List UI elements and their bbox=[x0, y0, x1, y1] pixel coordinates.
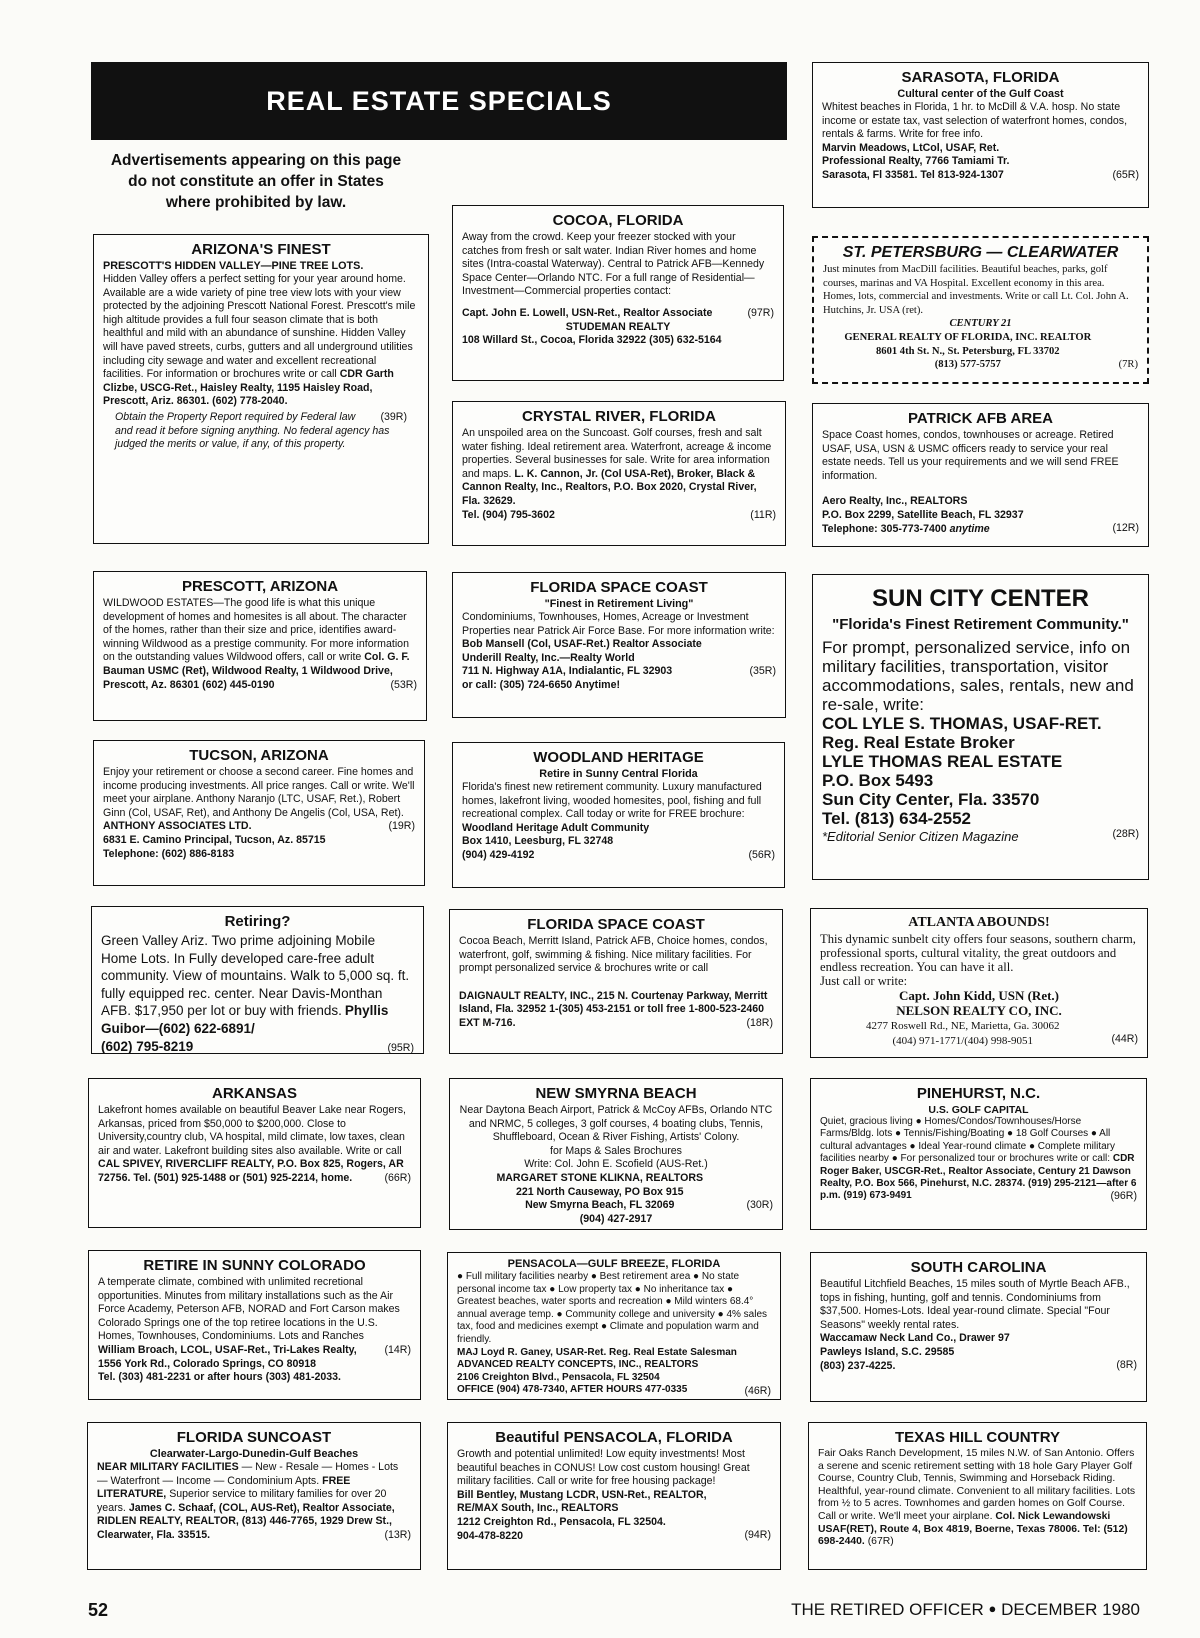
ad-body: For prompt, personalized service, info on military facilities, transportation, visitor accommodations, sales, rentals, new and re-sale, write: bbox=[822, 638, 1134, 714]
ad-contact: Aero Realty, Inc., REALTORS P.O. Box 2299, Satellite Beach, FL 32937 Telephone: 305-773-7400 bbox=[822, 495, 1024, 535]
ad-code: (35R) bbox=[749, 665, 776, 678]
ad-colorado bbox=[88, 1250, 421, 1400]
ad-arkansas bbox=[88, 1078, 421, 1228]
ad-code: (53R) bbox=[390, 678, 417, 691]
ad-contact: DAIGNAULT REALTY, INC., 215 N. Courtenay Parkway, Merritt Island, Fla. 32952 1-(305) 453-2151 or toll free 1-800-523-2460 EXT M-716. bbox=[459, 989, 768, 1029]
ad-title: FLORIDA SPACE COAST bbox=[527, 916, 705, 933]
ad-code: (65R) bbox=[1112, 168, 1139, 181]
ad-contact: Col. Nick Lewandowski USAF(RET), Route 4, Box 4819, Boerne, Texas 78006. Tel: (512) 698-2440. bbox=[818, 1510, 1128, 1548]
banner-title: REAL ESTATE SPECIALS bbox=[266, 85, 612, 116]
ad-contact: Phyllis Guibor—(602) 622-6891/ (602) 795-8219 bbox=[101, 1003, 389, 1054]
ad-pinehurst bbox=[810, 1078, 1147, 1230]
ad-subtitle: Retire in Sunny Central Florida bbox=[539, 768, 698, 780]
ad-title: TEXAS HILL COUNTRY bbox=[894, 1429, 1060, 1446]
ad-new-smyrna-beach bbox=[449, 1078, 783, 1230]
ad-contact-address: 108 Willard St., Cocoa, Florida 32922 (305) 632-5164 bbox=[462, 334, 722, 347]
ad-body: Fair Oaks Ranch Development, 15 miles N.W. of San Antonio. Offers a serene and scenic retirement setting with 18 hole Gary Player Golf Course, Country Club, Tennis, Swimming and Horseback Riding. Healthful, year-round climate. Convenient to all military facilities. Lots from ½ to 5 acres. Townhomes and garden homes on Golf Course. Call or write. We'll meet your airplane. bbox=[818, 1448, 1136, 1522]
ad-contact: Capt. John Kidd, USN (Ret.) NELSON REALTY CO, INC. bbox=[896, 988, 1062, 1018]
ad-title: ATLANTA ABOUNDS! bbox=[908, 915, 1050, 930]
page-banner bbox=[91, 62, 787, 140]
ad-body: Growth and potential unlimited! Low equity investments! Most beautiful beaches in CONUS! Low cost custom housing! Great military facilities. Call or write for free housing package! bbox=[457, 1448, 750, 1488]
ad-title: WOODLAND HERITAGE bbox=[533, 749, 704, 766]
ad-body: Near Daytona Beach Airport, Patrick & McCoy AFBs, Orlando NTC and NRMC, 5 colleges, 3 golf courses, 4 boating clubs, Tennis, Shuffleboard, Ocean & River Fishing, Artists' Colony. for Maps & Sales Brochures Write: Col. John E. Scofield (AUS-Ret.) bbox=[459, 1104, 773, 1171]
ad-subtitle: Clearwater-Largo-Dunedin-Gulf Beaches bbox=[149, 1448, 359, 1460]
publication-footer bbox=[740, 1600, 1140, 1620]
ad-texas-hill-country bbox=[808, 1422, 1147, 1570]
ad-contact: CDR Garth Clizbe, USCG-Ret., Haisley Realty, 1195 Haisley Road, Prescott, Ariz. 86301. (602) 778-2040. bbox=[103, 368, 394, 408]
ad-code: (56R) bbox=[748, 848, 775, 861]
ad-code: (28R) bbox=[1112, 828, 1139, 840]
ad-title: ARKANSAS bbox=[211, 1085, 297, 1102]
ad-florida-suncoast bbox=[87, 1422, 421, 1570]
ad-code: (14R) bbox=[384, 1343, 411, 1356]
ad-code: (96R) bbox=[1110, 1190, 1137, 1203]
ad-florida-space-coast-1 bbox=[452, 572, 786, 718]
ad-code: (18R) bbox=[746, 1016, 773, 1029]
ad-body: Green Valley Ariz. Two prime adjoining Mobile Home Lots. In Fully developed care-free adult community. View of mountains. Walk to 5,000 sq. ft. fully equipped rec. center. Near Davis-Monthan AFB. $17,950 per lot or buy with friends. bbox=[101, 933, 410, 1019]
page-number: 52 bbox=[88, 1600, 109, 1620]
ad-code: (19R) bbox=[388, 820, 415, 833]
ad-pensacola-gulf-breeze bbox=[447, 1252, 781, 1400]
ad-body: An unspoiled area on the Suncoast. Golf courses, fresh and salt water fishing. Ideal retirement area. Waterfront, acreage & income properties. Several businesses for sale. Write for area information and maps. bbox=[462, 427, 772, 480]
ad-body: Lakefront homes available on beautiful Beaver Lake near Rogers, Arkansas, priced from $50,000 to $200,000. Close to University,country club, VA hospital, mild climate, low taxes, clean air and water. Lakefront building sites also available. Write or call bbox=[98, 1104, 406, 1157]
ad-contact: Waccamaw Neck Land Co., Drawer 97 Pawleys Island, S.C. 29585 (803) 237-4225. bbox=[820, 1332, 1010, 1372]
ad-cocoa bbox=[452, 205, 784, 381]
issue-date: DECEMBER 1980 bbox=[1001, 1600, 1140, 1619]
ad-code: (97R) bbox=[747, 306, 774, 319]
ad-code: (39R) bbox=[380, 410, 407, 423]
ad-crystal-river bbox=[452, 401, 786, 546]
ad-code: (30R) bbox=[746, 1198, 773, 1211]
ad-florida-space-coast-2 bbox=[449, 909, 783, 1054]
ad-body: Quiet, gracious living ● Homes/Condos/Townhouses/Horse Farms/Bldg. lots ● Tennis/Fishing/Boating ● 18 Golf Courses ● All cultural advantages ● Ideal Year-round climate ● Complete military facilities nearby ● For personalized tour or brochures write or call: bbox=[820, 1116, 1116, 1165]
ad-code: (11R) bbox=[750, 508, 776, 521]
ad-contact: CAL SPIVEY, RIVERCLIFF REALTY, P.O. Box 825, Rogers, AR 72756. Tel. (501) 925-1488 or (501) 925-2214, home. bbox=[98, 1158, 404, 1184]
ad-body: Condominiums, Townhouses, Homes, Acreage or Investment Properties near Patrick Air Force Base. For more information write: bbox=[462, 611, 775, 637]
ad-contact: MAJ Loyd R. Ganey, USAR-Ret. Reg. Real Estate Salesman ADVANCED REALTY CONCEPTS, INC., REALTORS 2106 Creighton Blvd., Pensacola, FL 32504 OFFICE (904) 478-7340, AFTER HOURS 477-0335 bbox=[457, 1346, 737, 1396]
ad-contact: MARGARET STONE KLIKNA, REALTORS 221 North Causeway, PO Box 915 New Smyrna Beach, FL 32069 (904) 427-2917 bbox=[496, 1171, 704, 1225]
ad-contact-company: STUDEMAN REALTY bbox=[565, 320, 671, 333]
ad-tucson bbox=[93, 740, 425, 886]
ad-title: PATRICK AFB AREA bbox=[908, 410, 1053, 427]
ad-code: (7R) bbox=[1118, 358, 1138, 370]
ad-title: SUN CITY CENTER bbox=[872, 585, 1089, 612]
ad-body: A temperate climate, combined with unlimited recretional opportunities. Minutes from military installations such as the Air Force Academy, Peterson AFB, NORAD and Fort Carson makes Colorado Springs one of the top retiree locations in the U.S. Homes, Townhouses, Condominiums. Lots and Ranches bbox=[98, 1276, 400, 1343]
ad-notice: Obtain the Property Report required by Federal law and read it before signing anything. No federal agency has judged the merits or value, if any, of this property. bbox=[115, 410, 390, 451]
ad-code: (94R) bbox=[744, 1528, 771, 1541]
ad-code: (44R) bbox=[1111, 1033, 1138, 1045]
ad-title: PENSACOLA—GULF BREEZE, FLORIDA bbox=[507, 1258, 721, 1270]
ad-code: (12R) bbox=[1112, 522, 1139, 535]
ad-title: RETIRE IN SUNNY COLORADO bbox=[143, 1257, 366, 1274]
ad-subtitle: Cultural center of the Gulf Coast bbox=[897, 88, 1064, 100]
ad-title: FLORIDA SUNCOAST bbox=[176, 1429, 332, 1446]
ad-body: Whitest beaches in Florida, 1 hr. to McDill & V.A. hosp. No state income or estate tax, vast selection of waterfront homes, condos, rentals & farms. Write for free info. bbox=[822, 101, 1128, 141]
ad-title: CRYSTAL RIVER, FLORIDA bbox=[522, 408, 716, 425]
ad-subtitle: "Florida's Finest Retirement Community." bbox=[832, 616, 1129, 633]
ad-title: PINEHURST, N.C. bbox=[916, 1085, 1041, 1102]
ad-code: (95R) bbox=[387, 1041, 414, 1054]
ad-contact: CDR Roger Baker, USCGR-Ret., Realtor Associate, Century 21 Dawson Realty, P.O. Box 566, Pinehurst, N.C. 28374. (919) 295-2121—after 6 p.m. (919) 673-9491 bbox=[820, 1153, 1137, 1202]
ad-title: Beautiful PENSACOLA, FLORIDA bbox=[495, 1429, 733, 1446]
ad-subtitle: PRESCOTT'S HIDDEN VALLEY—PINE TREE LOTS. bbox=[103, 260, 364, 272]
ad-contact: Woodland Heritage Adult Community Box 1410, Leesburg, FL 32748 (904) 429-4192 bbox=[462, 821, 650, 861]
ad-body: WILDWOOD ESTATES—The good life is what this unique development of homes and homesites is all about. The character of the homes, rather than their size and price, identifies award-winning Wildwood as a prestige community. For more information on the outstanding values Wildwood offers, call or write bbox=[103, 597, 409, 664]
ad-body-lead: NEAR MILITARY FACILITIES bbox=[97, 1461, 239, 1473]
bullet-separator: ● bbox=[988, 1601, 997, 1616]
ad-footnote: *Editorial Senior Citizen Magazine bbox=[822, 829, 1019, 844]
ad-woodland-heritage bbox=[452, 742, 785, 888]
ad-brand: CENTURY 21 bbox=[949, 318, 1012, 330]
ad-prescott bbox=[93, 571, 427, 721]
ad-subtitle: "Finest in Retirement Living" bbox=[544, 598, 694, 610]
ad-contact: ANTHONY ASSOCIATES LTD. 6831 E. Camino Principal, Tucson, Az. 85715 Telephone: (602) 886-8183 bbox=[103, 820, 326, 860]
ad-title: Retiring? bbox=[224, 913, 291, 930]
ad-body: ● Full military facilities nearby ● Best retirement area ● No state personal income tax ● Low property tax ● No inheritance tax ● Greatest beaches, water sports and recreation ● Mild winters 68.4° annual average temp. ● Community college and university ● 4% sales tax, food and medicines exempt ● Climate and population warm and friendly. bbox=[457, 1271, 768, 1345]
ad-contact: Col. G. F. Bauman USMC (Ret), Wildwood Realty, 1 Wildwood Drive, Prescott, Az. 86301 (602) 445-0190 bbox=[103, 651, 410, 691]
ad-contact: Capt. John E. Lowell, USN-Ret., Realtor Associate bbox=[462, 306, 713, 319]
publication-name: THE RETIRED OFFICER bbox=[791, 1600, 984, 1619]
ad-code: (8R) bbox=[1116, 1359, 1137, 1372]
ad-body: Space Coast homes, condos, townhouses or acreage. Retired USAF, USA, USN & USMC officers ready to service your real estate needs. Tell us your requirements and we will send FREE information. bbox=[822, 429, 1119, 482]
disclaimer: Advertisements appearing on this page do not constitute an offer in States where prohibited by law. bbox=[110, 152, 402, 211]
ad-body: Just minutes from MacDill facilities. Beautiful beaches, parks, golf courses, marinas and VA Hospital. Excellent economy in this area. Homes, lots, commercial and investments. Write or call Lt. Col. John A. Hutchins, Jr. USA (ret). bbox=[823, 264, 1129, 316]
ad-south-carolina bbox=[810, 1252, 1147, 1402]
ad-title: COCOA, FLORIDA bbox=[552, 212, 684, 229]
ad-body: This dynamic sunbelt city offers four seasons, southern charm, professional sports, cultural vitality, the great outdoors and endless recreation. You can have it all. Just call or write: bbox=[820, 932, 1136, 988]
ad-title: SARASOTA, FLORIDA bbox=[901, 69, 1060, 86]
ad-contact: Bill Bentley, Mustang LCDR, USN-Ret., REALTOR, RE/MAX South, Inc., REALTORS 1212 Creighton Rd., Pensacola, FL 32504. 904-478-8220 bbox=[457, 1488, 707, 1542]
ad-title: ARIZONA'S FINEST bbox=[191, 241, 331, 258]
ad-body: — New - Resale — Homes - Lots — Waterfront — Income — Condominium Apts. bbox=[97, 1461, 399, 1487]
ad-pensacola bbox=[447, 1422, 781, 1570]
ad-arizona-finest bbox=[93, 234, 429, 544]
ad-title: PRESCOTT, ARIZONA bbox=[181, 578, 339, 595]
ad-contact: William Broach, LCOL, USAF-Ret., Tri-Lakes Realty, 1556 York Rd., Colorado Springs, CO 80918 Tel. (303) 481-2231 or after hours (303) 481-2033. bbox=[98, 1343, 357, 1384]
ad-sarasota bbox=[812, 62, 1149, 208]
ad-body: Florida's finest new retirement community. Luxury manufactured homes, lakefront living, wooded homesites, pool, fishing and full recreational complex. Call today or write for FREE brochure: bbox=[462, 781, 762, 821]
ad-body: Enjoy your retirement or choose a second career. Fine homes and income producing investments. All price ranges. Call or write. We'll meet your airplane. Anthony Naranjo (LTC, USAF, Ret.), Robert Ginn (Col, USAF, Ret), and Anthony De Angelis (Col, USA, Ret). bbox=[103, 766, 415, 819]
ad-code: (46R) bbox=[744, 1384, 771, 1397]
ad-title: FLORIDA SPACE COAST bbox=[530, 579, 708, 596]
ad-contact: Marvin Meadows, LtCol, USAF, Ret. Professional Realty, 7766 Tamiami Tr. Sarasota, Fl 33581. Tel 813-924-1307 bbox=[822, 141, 1010, 181]
ad-contact: GENERAL REALTY OF FLORIDA, INC. REALTOR 8601 4th St. N., St. Petersburg, FL 33702 (813) 577-5757 bbox=[844, 331, 1092, 371]
ad-retiring bbox=[91, 906, 424, 1054]
ad-contact: COL LYLE S. THOMAS, USAF-RET. Reg. Real Estate Broker LYLE THOMAS REAL ESTATE P.O. Box 5493 Sun City Center, Fla. 33570 Tel. (813) 634-2552 bbox=[822, 714, 1102, 828]
ad-contact-emphasis: anytime bbox=[949, 522, 990, 535]
ad-body: Hidden Valley offers a perfect setting for your year around home. Available are a wide variety of pine tree view lots with your view protected by the adjoining Prescott National Forest. Prescott's mile high altitude provides a full four season climate that is both healthful and mild with an abundance of sunshine. Hidden Valley will have paved streets, curbs, gutters and all underground utilities including city sewage and water and excellent recreational facilities. For information or brochures write or call bbox=[103, 273, 416, 381]
ad-title: ST. PETERSBURG — CLEARWATER bbox=[842, 244, 1119, 261]
ad-code: (66R) bbox=[384, 1171, 411, 1184]
ad-title: TUCSON, ARIZONA bbox=[189, 747, 329, 764]
ad-contact: Bob Mansell (Col, USAF-Ret.) Realtor Associate Underill Realty, Inc.—Realty World 711 N. Highway A1A, Indialantic, FL 32903 or call: (305) 724-6650 Anytime! bbox=[462, 638, 702, 691]
ad-address: 4277 Roswell Rd., NE, Marietta, Ga. 30062 (404) 971-1771/(404) 998-9051 bbox=[866, 1020, 1060, 1047]
ad-body: Beautiful Litchfield Beaches, 15 miles south of Myrtle Beach AFB., tops in fishing, hunting, golf and tennis. Condominiums from $37,500. Homes-Lots. Ideal year-round climate. Special "Four Seasons" weekly rental rates. bbox=[820, 1278, 1130, 1331]
ad-body: Cocoa Beach, Merritt Island, Patrick AFB, Choice homes, condos, waterfront, golf, swimming & fishing. Nice military facilities. For prompt personalized service & brochures write or call bbox=[459, 935, 768, 975]
ad-subtitle: U.S. GOLF CAPITAL bbox=[928, 1104, 1029, 1116]
ad-contact: L. K. Cannon, Jr. (Col USA-Ret), Broker, Black & Cannon Realty, Inc., Realtors, P.O. Box 2020, Crystal River, Fla. 32629. Tel. (904) 795-3602 bbox=[462, 467, 757, 521]
ad-contact: James C. Schaaf, (COL, AUS-Ret), Realtor Associate, RIDLEN REALTY, REALTOR, (813) 446-7765, 1929 Drew St., Clearwater, Fla. 33515. bbox=[97, 1501, 395, 1541]
ad-sun-city-center bbox=[812, 574, 1149, 880]
ad-body2: Superior service to military families for over 20 years. bbox=[97, 1488, 387, 1514]
ad-code: (67R) bbox=[867, 1536, 894, 1548]
ad-st-petersburg-clearwater bbox=[812, 236, 1149, 384]
ad-title: NEW SMYRNA BEACH bbox=[535, 1085, 697, 1102]
ad-body-lead2: FREE LITERATURE, bbox=[97, 1474, 351, 1501]
ad-title: SOUTH CAROLINA bbox=[910, 1259, 1047, 1276]
ad-patrick-afb bbox=[812, 403, 1149, 547]
ad-atlanta-abounds bbox=[810, 908, 1148, 1058]
ad-body: Away from the crowd. Keep your freezer stocked with your catches from fresh or salt water. Indian River homes and home sites (Intra-coastal Waterway). Central to Patrick AFB—Kennedy Space Center—Orlando NTC. For a full range of Residential—Investment—Commercial properties contact: bbox=[462, 231, 765, 298]
ad-code: (13R) bbox=[384, 1528, 411, 1541]
